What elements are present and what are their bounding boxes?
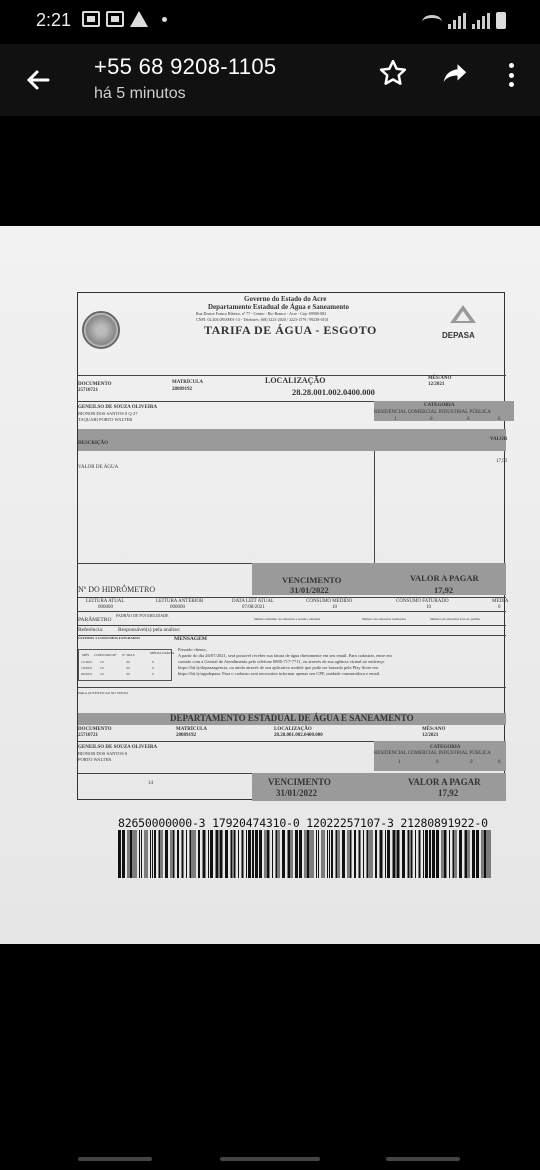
vencimento-label: VENCIMENTO: [282, 575, 342, 585]
stub-endereco: BIONOR DOS SANTOS 0: [78, 751, 128, 756]
notification-icons: [82, 11, 167, 27]
stub-categoria-names: RESIDENCIAL COMERCIAL INDUSTRIAL PÚBLICA: [374, 751, 491, 756]
consumo-faturado-value: 10: [426, 605, 431, 610]
referencia-value: Responsável(s) pela análise:: [118, 627, 181, 633]
cat-industrial: 0: [467, 417, 470, 422]
state-crest-icon: [82, 311, 120, 349]
media-viewer-header: [0, 44, 540, 116]
leitura-anterior-value: 000000: [170, 605, 185, 610]
item-valor: 17,92: [496, 459, 508, 464]
sent-time: há 5 minutos: [94, 85, 186, 102]
hist-cell: 0: [152, 672, 154, 676]
hist-header-mes: MÊS: [82, 653, 90, 657]
contact-name: +55 68 9208-1105: [94, 54, 277, 79]
data-leitura-label: DATA LEIT ATUAL: [232, 599, 275, 604]
voicemail-icon: [82, 11, 100, 27]
stub-valor-pagar-value: 17,92: [438, 788, 459, 798]
nav-back-handle[interactable]: [386, 1157, 460, 1161]
item-descricao: VALOR DE ÁGUA: [78, 465, 119, 470]
media-label: MÉDIA: [492, 599, 509, 604]
status-time: 2:21: [36, 10, 72, 30]
data-leitura-value: 07/08/2021: [242, 605, 265, 610]
hist-cell: 30: [126, 666, 130, 670]
barcode-icon: [118, 830, 491, 878]
stub-mesano-label: MÊS/ANO: [422, 727, 446, 732]
amostras-minimo: Número mínimo de amostras a serem coletadas: [254, 617, 321, 621]
stub-cat-residencial: 1: [398, 760, 401, 765]
cat-publica: 0: [498, 417, 501, 422]
status-bar: [0, 0, 540, 44]
mensagem-line: https://bit.ly/depasaagencia, ou ainda através de seu aplicativo mobile que pode ser baixado pela Play Store em: [178, 665, 378, 670]
stub-matricula-label: MATRÍCULA: [176, 727, 208, 732]
gov-label: Governo do Estado do Acre: [244, 295, 327, 303]
leitura-atual-value: 000000: [98, 605, 113, 610]
consumo-medido-label: CONSUMO MEDIDO: [306, 599, 353, 604]
vencimento-value: 31/01/2022: [290, 585, 329, 595]
hist-cell: 10: [100, 666, 104, 670]
parametro-label: PARÂMETRO: [78, 617, 112, 623]
valor-label: VALOR: [490, 437, 508, 442]
consumo-medido-value: 10: [332, 605, 337, 610]
address-label: Rua Doutor Franco Ribeiro, nº 77 - Centro - Rio Branco - Acre - Cep: 69900-082: [196, 311, 327, 316]
stub-cat-publica: 0: [498, 760, 501, 765]
stub-cat-industrial: 0: [470, 760, 473, 765]
descricao-label: DESCRIÇÃO: [78, 441, 109, 446]
dept-label: Departamento Estadual de Água e Saneamento: [208, 303, 349, 311]
water-bill-document: [0, 226, 540, 944]
stub-numero: 14: [148, 781, 153, 786]
stub-cidade: PORTO WALTER: [78, 757, 112, 762]
categoria-label: CATEGORIA: [424, 403, 455, 408]
leitura-anterior-label: LEITURA ANTERIOR: [156, 599, 204, 604]
cliente-bairro: TAQUARI PORTO WALTER: [78, 417, 133, 422]
autenticar-label: PARA AUTENTICAR NO VERSO: [78, 691, 129, 695]
warning-icon: [130, 11, 148, 27]
mensagem-label: MENSAGEM: [174, 636, 207, 642]
valor-pagar-value: 17,92: [434, 585, 454, 595]
bill-frame: [77, 292, 509, 800]
stub-matricula-value: 28089192: [176, 733, 196, 738]
mesano-value: 12/2021: [428, 382, 445, 387]
depasa-logo-text: DEPASA: [442, 331, 475, 340]
hist-cell: 0: [152, 660, 154, 664]
stub-localizacao-label: LOCALIZAÇÃO: [274, 727, 312, 732]
hist-cell: 30: [126, 660, 130, 664]
stub-mesano-value: 12/2021: [422, 733, 439, 738]
depasa-logo-icon: [446, 303, 480, 331]
documento-value: 25710721: [78, 388, 98, 393]
image-preview[interactable]: [0, 226, 540, 944]
hist-header-media: MÉDIA DIÁRIA: [150, 651, 175, 655]
nav-recents-handle[interactable]: [78, 1157, 152, 1161]
cliente-name: GENEILSO DE SOUZA OLIVEIRA: [78, 405, 158, 410]
amostras-realizadas: Número de amostras realizadas: [362, 617, 406, 621]
stub-vencimento-value: 31/01/2022: [276, 788, 318, 798]
documento-label: DOCUMENTO: [78, 382, 112, 387]
nav-bar: [0, 1150, 540, 1170]
referencia-label: Referência:: [78, 627, 104, 633]
hidrometro-label: Nº DO HIDRÔMETRO: [78, 585, 156, 594]
more-notifications-icon: [162, 17, 167, 22]
leitura-atual-label: LEITURA ATUAL: [86, 599, 125, 604]
nav-home-handle[interactable]: [220, 1157, 320, 1161]
barcode-digits: 82650000000-3 17920474310-0 12022257107-3 21280891922-0: [118, 816, 488, 830]
stub-cliente-name: GENEILSO DE SOUZA OLIVEIRA: [78, 745, 158, 750]
localizacao-value: 28.28.001.002.0400.000: [292, 387, 375, 397]
ultimos-consumos-label: ÚLTIMOS 3 CONSUMOS FATURADOS: [78, 636, 141, 640]
categoria-names: RESIDENCIAL COMERCIAL INDUSTRIAL PÚBLICA: [374, 410, 491, 415]
stub-localizacao-value: 28.28.001.002.0400.000: [274, 733, 323, 738]
stub-title: DEPARTAMENTO ESTADUAL DE ÁGUA E SANEAMENTO: [170, 713, 414, 723]
stub-valor-pagar-label: VALOR A PAGAR: [408, 777, 481, 787]
hist-cell: 30: [126, 672, 130, 676]
battery-icon: [496, 12, 506, 29]
matricula-value: 28089192: [172, 387, 192, 392]
signal-icon: [472, 13, 490, 29]
hist-cell: 11/2021: [81, 660, 93, 664]
mensagem-line: contato com a Central de Atendimento pelo telefone 0800-717-7711, ou através de sua agência virtual no endereço: [178, 659, 385, 664]
stub-documento-label: DOCUMENTO: [78, 727, 112, 732]
hist-cell: 10: [100, 660, 104, 664]
valor-pagar-label: VALOR A PAGAR: [410, 573, 479, 583]
consumo-faturado-label: CONSUMO FATURADO: [396, 599, 449, 604]
mensagem-line: A partir do dia 26/07/2021, será possível receber sua fatura de água diretamente em seu email. Para cadastrar, entre em: [178, 653, 392, 658]
cat-residencial: 1: [394, 417, 397, 422]
voicemail-icon: [106, 11, 124, 27]
cat-comercial: 0: [430, 417, 433, 422]
hist-cell: 10/2021: [81, 666, 93, 670]
mesano-label: MÊS/ANO: [428, 376, 452, 381]
system-icons: [422, 12, 506, 29]
cliente-endereco: BIONOR DOS SANTOS 0 Q-27: [78, 411, 138, 416]
mensagem-line: Prezado cliente,: [178, 647, 207, 652]
stub-categoria-label: CATEGORIA: [430, 745, 461, 750]
more-vert-icon[interactable]: [496, 60, 526, 90]
stub-vencimento-label: VENCIMENTO: [268, 777, 331, 787]
hist-cell: 10: [100, 672, 104, 676]
hist-header-consumo: CONSUMO M³: [94, 653, 117, 657]
localizacao-label: LOCALIZAÇÃO: [265, 376, 326, 385]
amostras-fora-padrao: Número de amostras fora do padrão: [430, 617, 481, 621]
cnpj-label: CNPJ: 02.403.085/0001-13 - Telefones: (68) 3223-2020 / 3223-1579 / 99238-0101: [196, 317, 329, 322]
padrao-potabilidade: PADRÃO DE POTABILIDADE: [116, 613, 169, 618]
stub-documento-value: 25710721: [78, 733, 98, 738]
share-icon[interactable]: [438, 58, 472, 92]
hist-cell: 09/2021: [81, 672, 93, 676]
hist-header-dias: Nº DIAS: [122, 653, 135, 657]
signal-icon: [448, 13, 466, 29]
media-value: 0: [498, 605, 501, 610]
wifi-icon: [422, 15, 442, 29]
mensagem-line: https://bit.ly/appdepasa. Para o cadastro será necessário informar apenas seu CPF, unidade consumidora e email.: [178, 671, 381, 676]
matricula-label: MATRÍCULA: [172, 380, 204, 385]
back-arrow-icon[interactable]: [22, 64, 54, 96]
stub-cat-comercial: 0: [436, 760, 439, 765]
star-icon[interactable]: [376, 58, 410, 92]
hist-cell: 0: [152, 666, 154, 670]
bill-title: TARIFA DE ÁGUA - ESGOTO: [204, 323, 377, 337]
